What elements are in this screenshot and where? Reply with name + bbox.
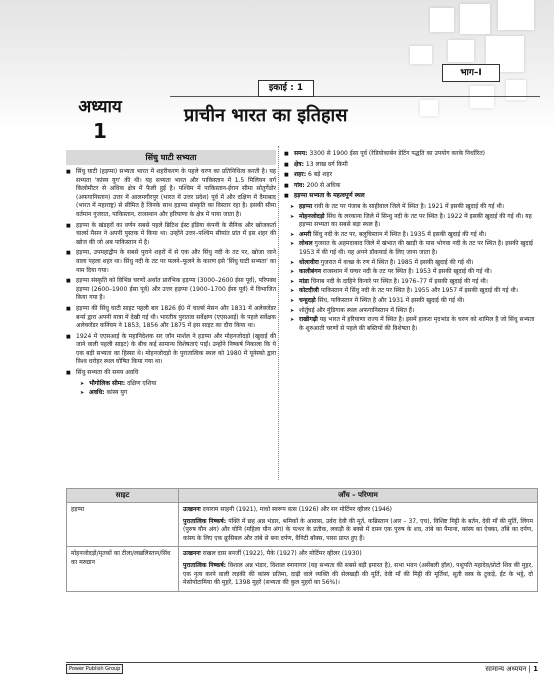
place-name: धोलावीरा xyxy=(299,258,319,266)
place-item xyxy=(290,231,538,240)
decorative-square xyxy=(420,100,438,116)
decorative-square xyxy=(498,0,534,30)
place-text: सिंध के लरकाना जिले में सिन्धु नदी के तट पर स्थित है। 1922 में इसकी खुदाई की गई थी। यह हड़प्पा सभ्यता का सबसे बड़ा स्थल है। xyxy=(299,212,532,229)
place-name: राखीगढ़ी xyxy=(299,316,318,324)
decorative-square xyxy=(410,46,432,64)
place-name: कोटदीजी xyxy=(299,287,319,295)
chapter-label: अध्याय xyxy=(78,97,122,117)
finding-text: विशाल अन्न भंडार, विशाल स्नानागार (यह सभ्यता की सबसे बड़ी इमारत है), सभा भवन (असेंबली हॉल), पशुपति महादेव/प्रोटो शिव की मुहर, एक नृत्य करने वाली लड़की की कांस्य प्रतिमा, दाढ़ी वाले व्यक्ति की सेलखड़ी की मूर्ति, देवी माँ की मिट्टी की मूर्तियां, सूती वस्त्र के टुकड़े, ईंट के भट्ठे, दो मेसोपोटामिया की मुहरें, 1398 मुहरें (सभ्यता की कुल मुहरों का 56%)। xyxy=(183,561,533,587)
place-text: सिंधु नदी के तट पर, बलूचिस्तान में स्थित है। 1935 में इसकी खुदाई की गई थी। xyxy=(311,230,487,238)
places-list xyxy=(290,203,538,333)
right-column xyxy=(284,150,538,334)
list-item: ■ हड़प्पा, उपमहाद्वीप के सबसे पुराने शहरों में से एक और सिंधु नदी के तट पर, खोजा जाने वाला पहला शहर था। सिंधु नदी के तट पर फलने–फूलने के कारण इसे 'सिंधु घाटी सभ्यता' का नाम दिया गया। xyxy=(66,249,276,275)
unit-divider xyxy=(170,96,540,97)
table-header-findings: जाँच – परिणाम xyxy=(179,489,538,503)
sub-item-label: भौगोलिक सीमा: xyxy=(89,379,126,387)
place-text: राजस्थान में घग्घर नदी के तट पर स्थित है। 1953 में इसकी खुदाई की गई थी। xyxy=(320,268,492,276)
place-name: चन्हुदड़ो xyxy=(299,296,316,304)
footer-separator: | xyxy=(528,665,534,673)
place-text: पाकिस्तान में सिंधु नदी के तट पर स्थित है। 1955 और 1957 में इसकी खुदाई की गई थी। xyxy=(318,287,519,295)
place-item xyxy=(290,213,538,230)
table-header-row xyxy=(67,489,538,503)
place-text: रावी के तट पर पंजाब के साहीवाल जिले में स्थित है। 1921 में इसकी खुदाई की गई थी। xyxy=(312,202,505,210)
fact-value: 200 से अधिक xyxy=(304,181,341,189)
place-name: मांडा xyxy=(299,277,309,285)
finding-label: पुरातात्विक निष्कर्ष: xyxy=(183,561,227,569)
finding-label: पुरातात्विक निष्कर्ष: xyxy=(183,517,227,525)
sub-point-list xyxy=(80,380,276,398)
place-item xyxy=(290,297,538,306)
place-item xyxy=(290,307,538,316)
chapter-title: प्राचीन भारत का इतिहास xyxy=(184,105,348,126)
finding-text: राखल दास बनर्जी (1922), मैके (1927) और मोर्टिमर व्हीलर (1930) xyxy=(200,550,362,558)
place-item xyxy=(290,287,538,296)
finding-label: उत्खननः xyxy=(183,550,201,558)
column-divider xyxy=(278,146,279,480)
decorative-square xyxy=(506,80,526,100)
place-text: गुजरात के अहमदाबाद जिले में खंभात की खाड़ी के पास भोगवा नदी के तट पर स्थित है। इसकी खुदाई 1953 में की गई थी। यह अपने डॉकयार्ड के लिए जाना जाता है। xyxy=(299,240,533,256)
fact-item xyxy=(284,171,538,180)
place-text: शोर्तुघई और मुंडिगाक स्थल अफगानिस्तान में स्थित हैं। xyxy=(299,306,415,314)
place-item xyxy=(290,316,538,333)
site-cell: हड़प्पा xyxy=(67,503,179,547)
place-text: चिनाब नदी के दाहिने किनारे पर स्थित है। 1976–77 में इसकी खुदाई की गई थी। xyxy=(308,277,488,285)
page-footer xyxy=(485,665,538,674)
finding-line xyxy=(183,550,533,559)
place-name: अमरी xyxy=(299,230,312,238)
unit-label: इकाई : 1 xyxy=(258,80,314,97)
place-item xyxy=(290,203,538,212)
footer-subject: सामान्य अध्ययन xyxy=(485,665,527,673)
sub-list-item xyxy=(80,389,276,398)
sub-item-value: कांस्य युग xyxy=(104,389,128,397)
place-item xyxy=(290,240,538,257)
place-name: लोथल xyxy=(299,240,313,248)
list-item: ■ सिंधु घाटी (हड़प्पा) सभ्यता भारत में शहरीकरण के पहले चरण का प्रतिनिधित्व करती है। यह सभ्यता 'कांस्य युग' की थी। यह सभ्यता भारत और पाकिस्तान में 1.5 मिलियन वर्ग किलोमीटर से अधिक क्षेत्र में फैली हुई है। पश्चिम में पाकिस्तान-ईरान सीमा सोतुर्गेडोर (अफगानिस्तान) उत्तर में आलमगीरपुर (भारत में उत्तर प्रदेश) पूर्व में और दक्षिण में दैमाबाद (भारत में महाराष्ट्र) से सीमित है जिनके साथ हड़प्पा संस्कृति का विस्तार रहा है। इसकी सीमा वर्तमान गुजरात, पाकिस्तान, राजस्थान और हरियाणा के क्षेत्र में पाया जाता है। xyxy=(66,168,276,220)
finding-line xyxy=(183,506,533,515)
finding-line xyxy=(183,562,533,588)
left-column xyxy=(66,150,276,399)
fact-item xyxy=(284,182,538,191)
publisher-logo: Power Publish Group xyxy=(66,664,123,674)
finding-line xyxy=(183,518,533,544)
fact-label: शहर: xyxy=(294,171,307,179)
finding-text: दयाराम साहनी (1921), माधो स्वरूप वत्स (1926) और सर मोर्टिमर व्हीलर (1946) xyxy=(200,506,392,513)
finding-label: उत्खननः xyxy=(183,506,201,513)
chapter-heading xyxy=(66,94,134,143)
fact-value: 13 लाख वर्ग किमी xyxy=(304,160,348,168)
finding-text: पंक्ति में छह अन्न भंडार, श्रमिकों के आवास, उर्वरा देवी की मूर्त, कब्रिस्तान (आर – 37, एच), विशिष्ट मिट्टी के बर्तन, देवी माँ की मूर्ति, लिंगम (पुरुष यौन अंग) और योनि (महिला यौन अंग) के पत्थर के प्रतीक, लकड़ी के बक्से में दफ़्न एक पुरुष के शव, तांबे का पैमाना, कांस्य का ऐक्का, ताँबे का दर्पण, कांस्य के लिए एक क्रूसिबल और तांबे से बना दर्पण, वैनिटी बॉक्स, पासा प्राप्त हुए हैं। xyxy=(183,517,533,542)
fact-item xyxy=(284,161,538,170)
place-item xyxy=(290,259,538,268)
list-item: ■ सिंधु सभ्यता की समय अवधि xyxy=(66,369,276,378)
fact-value: 6 बड़े शहर xyxy=(306,171,333,179)
sub-item-value: दक्षिण एशिया xyxy=(125,379,157,387)
list-item: ■ हड़प्पा के खंडहरों का वर्णन सबसे पहले ब्रिटिश ईस्ट इंडिया कंपनी के सैनिक और खोजकर्ता चार्ल्स मैसन ने अपनी पुस्तक में किया था। उन्होंने उत्तर–पश्चिम सीमांत प्रांत में इस शहर की खोज की जो अब पाकिस्तान में है। xyxy=(66,222,276,248)
table-row xyxy=(67,547,538,591)
point-list xyxy=(66,168,276,378)
table-row xyxy=(67,503,538,547)
fact-label: क्षेत्र: xyxy=(294,160,305,168)
place-text: गुजरात में कच्छ के रण में स्थित है। 1985 में इसकी खुदाई की गई थी। xyxy=(318,258,474,266)
sites-table xyxy=(66,488,538,592)
decorative-square xyxy=(448,40,474,62)
decorative-square xyxy=(430,8,454,32)
place-item xyxy=(290,268,538,277)
findings-cell xyxy=(179,503,538,547)
fact-label: गांव: xyxy=(294,181,305,189)
decorative-square xyxy=(470,86,494,108)
decorative-square xyxy=(460,4,490,34)
fact-value: 3300 से 1900 ईसा पूर्व (रेडियोकार्बन डेटिंग पद्धति का उपयोग करके निर्धारित) xyxy=(307,150,486,157)
place-name: कालीबंगन xyxy=(299,268,321,276)
place-text: यह भारत में हरियाणा राज्य में स्थित है। इसमें हाकरा मृदभांड के चरण को शामिल है जो सिंधु सभ्यता के शुरुआती चरणों से पहले की बस्तियों की विशेषता है। xyxy=(299,316,535,332)
page-number: 1 xyxy=(533,665,538,673)
chapter-number: 1 xyxy=(93,119,107,143)
places-heading xyxy=(284,192,538,201)
list-item: ■ हड़प्पा की सिंधु घाटी साइट पहली बार 1826 ई0 में चार्ल्स मेसन और 1831 में अलेक्जेंडर बर्न्स द्वारा अपनी यात्रा में देखी गई थी। भारतीय पुरातत्व सर्वेक्षण (एएसआई) के पहले सर्वेक्षक अलेक्जेंडर कनिंघम ने 1853, 1856 और 1875 में इस साइट का दौरा किया था। xyxy=(66,305,276,331)
place-text: सिंध, पाकिस्तान में स्थित है और 1931 में इसकी खुदाई की गई थी। xyxy=(315,296,465,304)
places-title: हड़प्पा सभ्यता के महत्वपूर्ण स्थल xyxy=(294,192,365,200)
fact-item xyxy=(284,150,538,159)
table-header-site: साइट xyxy=(67,489,179,503)
section-title: सिंधु घाटी सभ्यता xyxy=(66,150,276,165)
footer-divider xyxy=(66,662,538,663)
facts-list xyxy=(284,150,538,201)
sub-item-label: अवधि: xyxy=(89,389,105,397)
fact-label: समय: xyxy=(294,150,308,157)
place-name: मोहनजोदड़ो xyxy=(299,212,325,220)
findings-cell xyxy=(179,547,538,591)
list-item: ■ 1924 में एएसआई के महानिदेशक सर जॉन मार्शल ने हड़प्पा और मोहनजोदड़ो (खुदाई की जाने वाली पहली साइट) के बीच कई सामान्य विशेषताएं पाईं। उन्होंने निष्कर्ष निकाला कि ये एक बड़ी सभ्यता का हिस्सा थे। मोहनजोदड़ो के पुरातात्विक स्थल को 1980 में यूनेस्को द्वारा विश्व धरोहर स्थल घोषित किया गया था। xyxy=(66,333,276,367)
place-name: हड़प्पा xyxy=(299,202,313,210)
sub-list-item xyxy=(80,380,276,389)
list-item: ■ हड़प्पा संस्कृति को विभिन्न चरणों अर्थात प्रारंभिक हड़प्पा (3000–2600 ईसा पूर्व), परिपक्व हड़प्पा (2600–1900 ईसा पूर्व) और उत्तर हड़प्पा (1900–1700 ईसा पूर्व) में विभाजित किया गया है। xyxy=(66,277,276,303)
place-item xyxy=(290,278,538,287)
site-cell: मोहनजोदड़ो/मृतकों का टीला/लखलिस्तान/सिंध का मरुद्यान xyxy=(67,547,179,591)
part-label: भाग–I xyxy=(442,64,500,82)
